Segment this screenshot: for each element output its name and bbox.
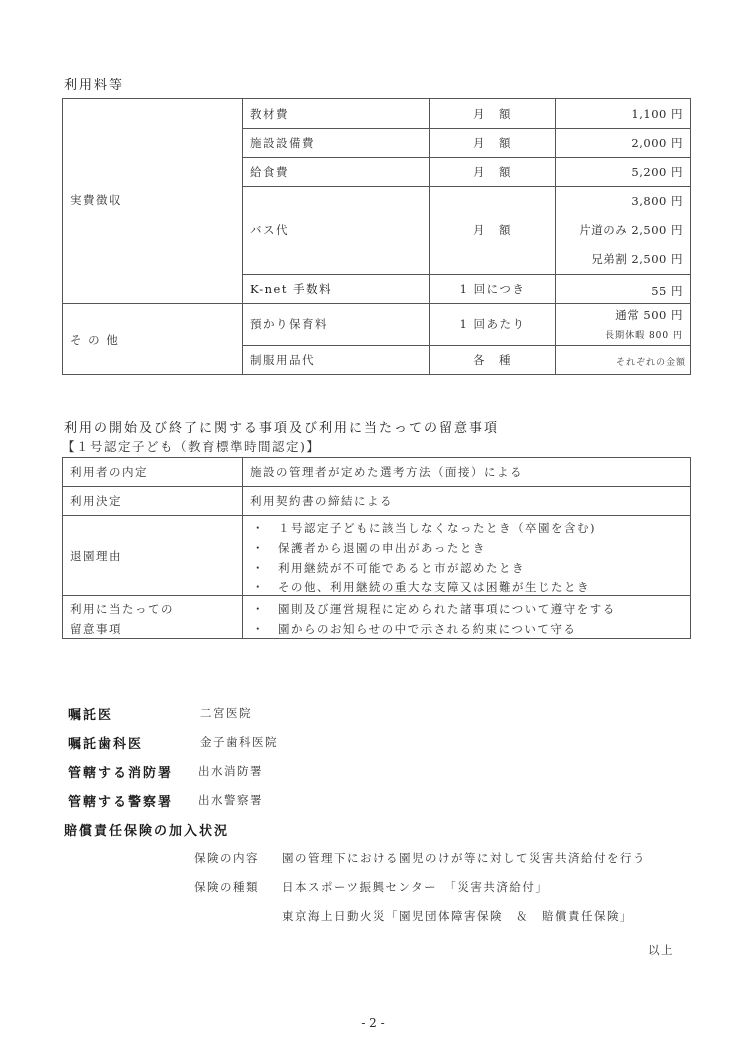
table-border: [62, 638, 691, 639]
bullet-mark: ・: [252, 541, 265, 555]
contact-value: 出水警察署: [198, 793, 263, 807]
usage-label: 利用に当たっての: [70, 602, 174, 616]
usage-label: 留意事項: [70, 622, 122, 636]
fee-amount: 片道のみ 2,500 円: [579, 223, 683, 237]
fee-unit: 月 額: [473, 165, 512, 179]
bullet-text: 園則及び運営規程に定められた諸事項について遵守をする: [278, 602, 616, 616]
closing-text: 以上: [648, 943, 674, 957]
fee-item: 施設設備費: [250, 136, 315, 150]
row-divider: [62, 486, 691, 487]
insurance-content-label: 保険の内容: [194, 851, 259, 865]
bullet-text: 利用継続が不可能であると市が認めたとき: [278, 561, 525, 575]
bullet-mark: ・: [252, 602, 265, 616]
bullet-mark: ・: [252, 622, 265, 636]
contact-label: 嘱託歯科医: [68, 737, 144, 752]
fee-amount: 1,100 円: [631, 107, 683, 121]
bullet-mark: ・: [252, 561, 265, 575]
contact-value: 金子歯科医院: [200, 735, 278, 749]
table-border: [62, 457, 691, 458]
fee-unit: 月 額: [473, 107, 512, 121]
fee-item: 制服用品代: [250, 353, 315, 367]
bullet-mark: ・: [252, 580, 265, 594]
col-divider: [242, 98, 243, 375]
fee-unit: 各 種: [473, 353, 512, 367]
row-divider: [242, 157, 691, 158]
usage-subtitle: 【１号認定子ども（教育標準時間認定)】: [62, 439, 321, 454]
contact-value: 二宮医院: [200, 706, 252, 720]
row-divider: [242, 186, 691, 187]
insurance-content-value: 園の管理下における園児のけが等に対して災害共済給付を行う: [282, 851, 646, 865]
usage-label: 利用決定: [70, 494, 122, 508]
fee-unit: 1 回につき: [459, 282, 526, 296]
fee-item: 教材費: [250, 107, 289, 121]
row-divider: [62, 303, 691, 304]
bullet-text: 園からのお知らせの中で示される約束について守る: [278, 622, 577, 636]
bullet-mark: ・: [252, 521, 265, 535]
contact-value: 出水消防署: [198, 764, 263, 778]
table-border: [62, 98, 691, 99]
fee-item: 給食費: [250, 165, 289, 179]
contact-label: 嘱託医: [68, 708, 114, 723]
fee-amount: 長期休暇 800 円: [605, 331, 683, 341]
row-divider: [242, 345, 691, 346]
table-border: [62, 98, 63, 375]
insurance-type-label: 保険の種類: [194, 880, 259, 894]
table-border: [690, 98, 691, 375]
fee-amount: 2,000 円: [631, 136, 683, 150]
bullet-text: １号認定子どもに該当しなくなったとき（卒園を含む): [278, 521, 596, 535]
row-divider: [242, 274, 691, 275]
row-divider: [62, 515, 691, 516]
fee-unit: 月 額: [473, 136, 512, 150]
fee-amount: それぞれの金額: [615, 358, 686, 368]
fees-title: 利用料等: [64, 78, 125, 93]
fee-amount: 5,200 円: [631, 165, 683, 179]
table-border: [690, 457, 691, 639]
insurance-type-value: 東京海上日動火災「園児団体障害保険 ＆ 賠償責任保険」: [282, 909, 633, 923]
contact-label: 管轄する警察署: [68, 795, 174, 810]
usage-content: 利用契約書の締結による: [250, 494, 393, 508]
group-label: そ の 他: [70, 333, 120, 347]
usage-label: 利用者の内定: [70, 465, 148, 479]
fee-amount: 通常 500 円: [615, 308, 683, 322]
fee-unit: 月 額: [473, 223, 512, 237]
col-divider: [242, 457, 243, 639]
fee-item: 預かり保育料: [250, 317, 328, 331]
row-divider: [242, 128, 691, 129]
table-border: [62, 457, 63, 639]
fee-amount: 55 円: [651, 284, 683, 298]
table-border: [62, 374, 691, 375]
insurance-title: 賠償責任保険の加入状況: [64, 824, 230, 839]
insurance-type-value: 日本スポーツ振興センター 「災害共済給付」: [282, 880, 549, 894]
usage-content: 施設の管理者が定めた選考方法（面接）による: [250, 465, 523, 479]
usage-title: 利用の開始及び終了に関する事項及び利用に当たっての留意事項: [64, 421, 500, 436]
fee-item: バス代: [250, 223, 289, 237]
bullet-text: その他、利用継続の重大な支障又は困難が生じたとき: [278, 580, 590, 594]
group-label: 実費徴収: [70, 193, 122, 207]
fee-amount: 3,800 円: [631, 194, 683, 208]
fee-unit: 1 回あたり: [459, 317, 526, 331]
usage-label: 退園理由: [70, 549, 122, 563]
page-number: - 2 -: [361, 1016, 385, 1030]
row-divider: [62, 595, 691, 596]
bullet-text: 保護者から退園の申出があったとき: [278, 541, 486, 555]
fee-amount: 兄弟割 2,500 円: [591, 252, 683, 266]
fee-item: K-net 手数料: [250, 282, 333, 296]
contact-label: 管轄する消防署: [68, 766, 174, 781]
